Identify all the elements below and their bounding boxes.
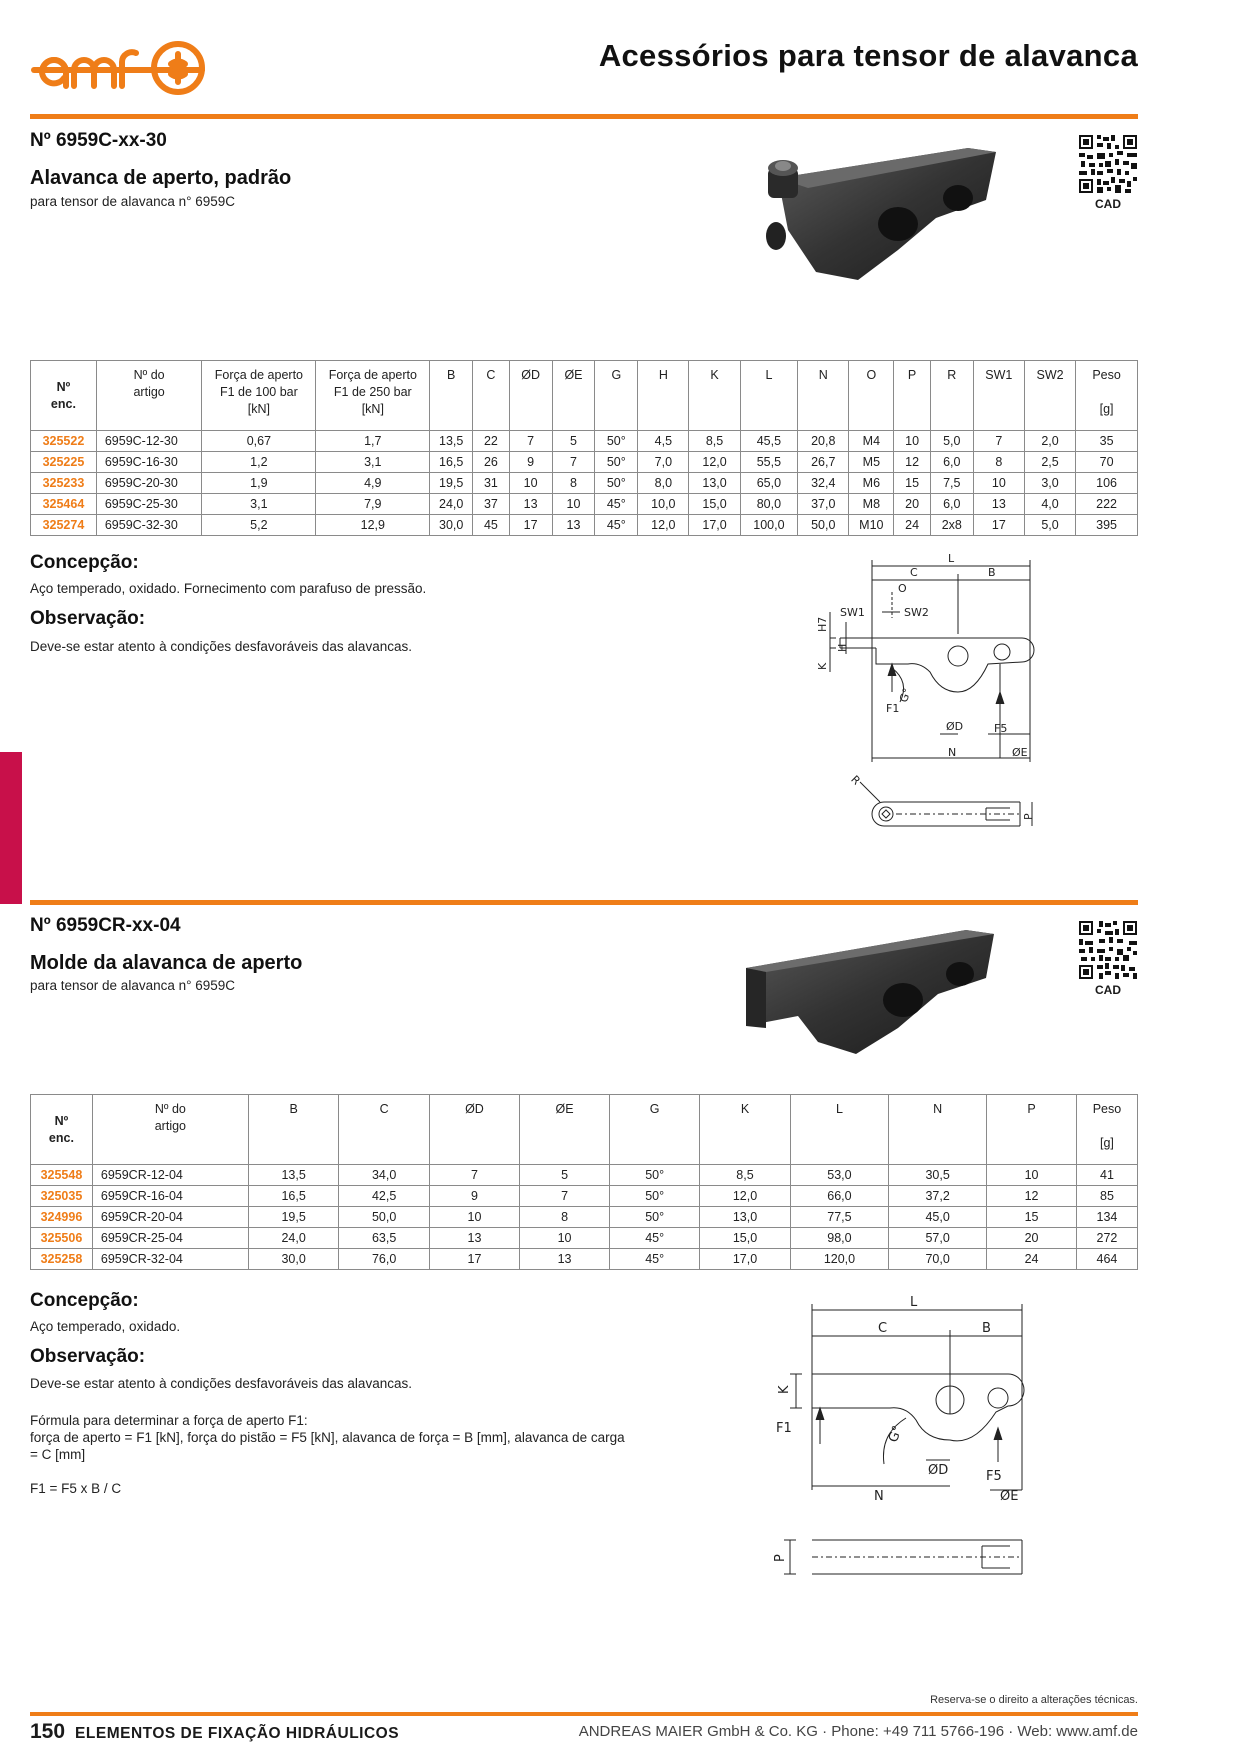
- table-cell: 3,0: [1024, 473, 1075, 494]
- technical-drawing-6959CR: [760, 1294, 1060, 1584]
- table-cell: 7: [509, 431, 552, 452]
- table-cell: 100,0: [740, 515, 797, 536]
- svg-text:P: P: [773, 1554, 788, 1562]
- section1-code: Nº 6959C-xx-30: [30, 130, 167, 151]
- table-cell: 13: [429, 1228, 519, 1249]
- table-cell: 63,5: [339, 1228, 430, 1249]
- section2-concepcao-text: Aço temperado, oxidado.: [30, 1319, 181, 1334]
- table-cell: 3,1: [202, 494, 316, 515]
- section-label: ELEMENTOS DE FIXAÇÃO HIDRÁULICOS: [75, 1725, 400, 1742]
- table-cell: 45,5: [740, 431, 797, 452]
- table-cell: 24: [987, 1249, 1077, 1270]
- table-cell: 106: [1076, 473, 1138, 494]
- article-number: 6959C-25-30: [96, 494, 202, 515]
- header-rule: [30, 114, 1138, 119]
- table-cell: 13,5: [248, 1165, 339, 1186]
- order-number[interactable]: 325233: [31, 473, 97, 494]
- table-cell: 45°: [610, 1228, 700, 1249]
- svg-text:B: B: [988, 566, 996, 579]
- table-cell: 45°: [595, 515, 638, 536]
- table-cell: 12,9: [316, 515, 430, 536]
- table-cell: 8: [973, 452, 1024, 473]
- table-cell: 7: [973, 431, 1024, 452]
- table-cell: 20,8: [798, 431, 849, 452]
- footer-left: [30, 1720, 399, 1744]
- table-cell: 7: [552, 452, 595, 473]
- table-row: [31, 1228, 1138, 1249]
- table-cell: 37: [473, 494, 510, 515]
- table-cell: 80,0: [740, 494, 797, 515]
- article-number: 6959C-16-30: [96, 452, 202, 473]
- table-cell: 50°: [595, 431, 638, 452]
- section1-subtitle: para tensor de alavanca n° 6959C: [30, 194, 236, 209]
- article-number: 6959CR-12-04: [92, 1165, 248, 1186]
- table-cell: 24,0: [430, 494, 473, 515]
- col-f1-250: Força de aperto F1 de 250 bar [kN]: [316, 361, 430, 431]
- table-cell: 395: [1076, 515, 1138, 536]
- svg-text:G°: G°: [896, 686, 915, 705]
- order-number[interactable]: 325274: [31, 515, 97, 536]
- table-cell: 2,0: [1024, 431, 1075, 452]
- table-cell: 10: [973, 473, 1024, 494]
- table-cell: 8,5: [689, 431, 740, 452]
- table-row: [31, 1186, 1138, 1207]
- amf-logo: [30, 30, 230, 100]
- article-number: 6959CR-25-04: [92, 1228, 248, 1249]
- order-number[interactable]: 324996: [31, 1207, 93, 1228]
- table-cell: 2,5: [1024, 452, 1075, 473]
- table-cell: 35: [1076, 431, 1138, 452]
- svg-text:L: L: [910, 1295, 918, 1310]
- table-row: [31, 1207, 1138, 1228]
- section1-observacao-text: Deve-se estar atento à condições desfavoráveis das alavancas.: [30, 639, 412, 654]
- table-cell: 20: [894, 494, 931, 515]
- svg-text:P: P: [1022, 813, 1035, 820]
- table-cell: 15: [987, 1207, 1077, 1228]
- table-cell: 4,9: [316, 473, 430, 494]
- section1-concepcao-heading: Concepção:: [30, 552, 139, 573]
- col-peso: Peso [g]: [1076, 1095, 1137, 1165]
- section2-rule: [30, 900, 1138, 905]
- section1-concepcao-text: Aço temperado, oxidado. Fornecimento com parafuso de pressão.: [30, 581, 427, 596]
- table-cell: 24: [894, 515, 931, 536]
- svg-text:K: K: [777, 1385, 792, 1394]
- table-cell: 41: [1076, 1165, 1137, 1186]
- table-cell: 65,0: [740, 473, 797, 494]
- col-artigo: Nº do artigo: [92, 1095, 248, 1165]
- table-cell: 30,0: [248, 1249, 339, 1270]
- table-cell: 32,4: [798, 473, 849, 494]
- table-cell: 45: [473, 515, 510, 536]
- svg-text:O: O: [898, 582, 907, 595]
- table-cell: 85: [1076, 1186, 1137, 1207]
- table-cell: 12: [894, 452, 931, 473]
- table-cell: 4,5: [638, 431, 689, 452]
- table-cell: M10: [849, 515, 894, 536]
- table-cell: 24,0: [248, 1228, 339, 1249]
- table-cell: 19,5: [248, 1207, 339, 1228]
- svg-text:K: K: [816, 662, 829, 670]
- table-cell: 1,9: [202, 473, 316, 494]
- table-cell: 15,0: [689, 494, 740, 515]
- table-cell: 9: [509, 452, 552, 473]
- reserve-note: Reserva-se o direito a alterações técnicas.: [930, 1694, 1138, 1706]
- article-number: 6959C-12-30: [96, 431, 202, 452]
- svg-text:L: L: [948, 552, 955, 565]
- product-photo-clamp-arm: [748, 140, 1008, 290]
- table-cell: 12: [987, 1186, 1077, 1207]
- table-cell: 26: [473, 452, 510, 473]
- page-number: 150: [30, 1720, 66, 1743]
- table-cell: 13: [509, 494, 552, 515]
- table-cell: 30,0: [430, 515, 473, 536]
- svg-text:F5: F5: [986, 1469, 1002, 1484]
- order-number[interactable]: 325225: [31, 452, 97, 473]
- table-cell: 10,0: [638, 494, 689, 515]
- cad-label: CAD: [1095, 983, 1121, 997]
- svg-text:N: N: [874, 1489, 884, 1504]
- table-cell: 70: [1076, 452, 1138, 473]
- table-cell: 3,1: [316, 452, 430, 473]
- table-cell: 12,0: [700, 1186, 791, 1207]
- formula-line1: força de aperto = F1 [kN], força do pistão = F5 [kN], alavanca de força = B [mm], alavanca de carga: [30, 1430, 625, 1445]
- table-cell: 8,5: [700, 1165, 791, 1186]
- table-cell: 55,5: [740, 452, 797, 473]
- article-number: 6959C-32-30: [96, 515, 202, 536]
- table-cell: 45,0: [889, 1207, 987, 1228]
- table-cell: 45°: [610, 1249, 700, 1270]
- table-cell: 53,0: [790, 1165, 888, 1186]
- table-cell: 66,0: [790, 1186, 888, 1207]
- svg-text:ØD: ØD: [928, 1463, 949, 1478]
- table-cell: 10: [552, 494, 595, 515]
- table-cell: 13: [552, 515, 595, 536]
- table-cell: 50°: [610, 1207, 700, 1228]
- technical-drawing-6959C: [800, 552, 1070, 840]
- section2-observacao-heading: Observação:: [30, 1346, 146, 1367]
- table-cell: 30,5: [889, 1165, 987, 1186]
- table-cell: 10: [987, 1165, 1077, 1186]
- table-cell: M4: [849, 431, 894, 452]
- table-cell: 10: [509, 473, 552, 494]
- table-cell: 50°: [610, 1165, 700, 1186]
- cad-label: CAD: [1095, 197, 1121, 211]
- table-cell: 8,0: [638, 473, 689, 494]
- table-cell: 37,0: [798, 494, 849, 515]
- table-cell: 37,2: [889, 1186, 987, 1207]
- table-cell: 17: [429, 1249, 519, 1270]
- svg-text:F5: F5: [994, 722, 1008, 735]
- table-cell: 17: [509, 515, 552, 536]
- table-row: [31, 515, 1138, 536]
- table-cell: 5: [552, 431, 595, 452]
- table-cell: 272: [1076, 1228, 1137, 1249]
- table-cell: 8: [552, 473, 595, 494]
- chapter-side-tab: [0, 752, 22, 904]
- order-number[interactable]: 325506: [31, 1228, 93, 1249]
- section2-observacao-text: Deve-se estar atento à condições desfavoráveis das alavancas.: [30, 1376, 412, 1391]
- page-title: Acessórios para tensor de alavanca: [598, 38, 1138, 73]
- table-cell: 13,0: [700, 1207, 791, 1228]
- table-cell: 5,2: [202, 515, 316, 536]
- order-number[interactable]: 325258: [31, 1249, 93, 1270]
- table-cell: 50°: [610, 1186, 700, 1207]
- table-cell: 19,5: [430, 473, 473, 494]
- table-cell: 464: [1076, 1249, 1137, 1270]
- table-cell: 2x8: [930, 515, 973, 536]
- table-cell: 7,5: [930, 473, 973, 494]
- formula: F1 = F5 x B / C: [30, 1481, 122, 1496]
- spec-table-6959C: Nº enc. Nº do artigo Força de aperto F1 de 100 bar [kN] Força de aperto F1 de 250 bar [kN] B C ØD ØE G H K L N O P R SW1 SW2 Peso [g] 325522 6959C-12-30 0,67 1,7 13,5 22 7 5 50° 4,5 8,5 45,5 20,8 M4 10 5,0 7 2,0 35 325225 6959C-16-30 1,2 3,1 16,5 26 9 7 50° 7,0 12,0 55,5 26,7 M5 12 6,0 8 2,5 70 325233 6959C-20-30 1,9 4,9 19,5 31 10 8 50° 8,0 13,0 65,0 32,4 M6 15 7,5 10 3,0 106 325464 6959C-25-30 3,1 7,9 24,0 37 13 10 45° 10,0 15,0 80,0 37,0 M8 20 6,0 13 4,0 222 325274 6959C-32-30 5,2 12,9 30,0 45 17 13 45° 12,0 17,0 100,0 50,0 M10 24 2x8 17 5,0 395: [30, 360, 1138, 536]
- table-cell: 12,0: [638, 515, 689, 536]
- table-cell: 13,5: [430, 431, 473, 452]
- table-cell: 50,0: [339, 1207, 430, 1228]
- section2-subtitle: para tensor de alavanca n° 6959C: [30, 978, 236, 993]
- table-cell: 45°: [595, 494, 638, 515]
- order-number[interactable]: 325548: [31, 1165, 93, 1186]
- svg-text:H: H: [836, 643, 849, 652]
- section1-observacao-heading: Observação:: [30, 608, 146, 629]
- table-cell: M5: [849, 452, 894, 473]
- table-cell: 15,0: [700, 1228, 791, 1249]
- svg-text:C: C: [910, 566, 918, 579]
- col-enc: Nº enc.: [31, 1095, 93, 1165]
- table-cell: 7,9: [316, 494, 430, 515]
- table-cell: 7,0: [638, 452, 689, 473]
- svg-text:H7: H7: [816, 616, 829, 632]
- svg-text:B: B: [982, 1321, 991, 1336]
- table-cell: 222: [1076, 494, 1138, 515]
- table-cell: 17,0: [700, 1249, 791, 1270]
- svg-text:ØE: ØE: [1000, 1489, 1019, 1504]
- table-row: [31, 494, 1138, 515]
- section2-concepcao-heading: Concepção:: [30, 1290, 139, 1311]
- table-cell: 31: [473, 473, 510, 494]
- article-number: 6959C-20-30: [96, 473, 202, 494]
- order-number[interactable]: 325464: [31, 494, 97, 515]
- table-cell: 10: [894, 431, 931, 452]
- svg-text:ØE: ØE: [1012, 746, 1028, 759]
- table-cell: M6: [849, 473, 894, 494]
- table-row: [31, 1249, 1138, 1270]
- table-cell: 15: [894, 473, 931, 494]
- table-row: [31, 431, 1138, 452]
- svg-text:F1: F1: [776, 1421, 792, 1436]
- table-cell: 13: [973, 494, 1024, 515]
- table-cell: 6,0: [930, 494, 973, 515]
- svg-text:SW2: SW2: [904, 606, 929, 619]
- table-cell: 22: [473, 431, 510, 452]
- col-peso: Peso [g]: [1076, 361, 1138, 431]
- table-cell: 10: [429, 1207, 519, 1228]
- table-row: [31, 1165, 1138, 1186]
- table-cell: 34,0: [339, 1165, 430, 1186]
- table-cell: 17: [973, 515, 1024, 536]
- table-cell: 50°: [595, 473, 638, 494]
- order-number[interactable]: 325035: [31, 1186, 93, 1207]
- order-number[interactable]: 325522: [31, 431, 97, 452]
- table-cell: 5,0: [1024, 515, 1075, 536]
- table-cell: 98,0: [790, 1228, 888, 1249]
- table-cell: 6,0: [930, 452, 973, 473]
- footer-company: ANDREAS MAIER GmbH & Co. KG · Phone: +49 711 5766-196 · Web: www.amf.de: [578, 1723, 1138, 1740]
- col-enc: Nº enc.: [31, 361, 97, 431]
- table-cell: 10: [520, 1228, 610, 1249]
- table-cell: M8: [849, 494, 894, 515]
- svg-text:ØD: ØD: [946, 720, 964, 733]
- table-cell: 9: [429, 1186, 519, 1207]
- svg-text:C: C: [878, 1321, 888, 1336]
- table-cell: 5: [520, 1165, 610, 1186]
- table-row: [31, 452, 1138, 473]
- col-artigo: Nº do artigo: [96, 361, 202, 431]
- table-cell: 4,0: [1024, 494, 1075, 515]
- table-row: [31, 473, 1138, 494]
- article-number: 6959CR-16-04: [92, 1186, 248, 1207]
- table-cell: 13,0: [689, 473, 740, 494]
- formula-intro: Fórmula para determinar a força de aperto F1:: [30, 1413, 308, 1428]
- table-cell: 12,0: [689, 452, 740, 473]
- table-cell: 1,2: [202, 452, 316, 473]
- table-cell: 20: [987, 1228, 1077, 1249]
- table-cell: 5,0: [930, 431, 973, 452]
- footer-rule: [30, 1712, 1138, 1716]
- table-cell: 120,0: [790, 1249, 888, 1270]
- article-number: 6959CR-32-04: [92, 1249, 248, 1270]
- table-cell: 134: [1076, 1207, 1137, 1228]
- article-number: 6959CR-20-04: [92, 1207, 248, 1228]
- svg-text:R: R: [848, 772, 863, 788]
- cad-qr-code[interactable]: [1079, 920, 1137, 980]
- svg-text:G°: G°: [886, 1423, 906, 1445]
- table-cell: 16,5: [248, 1186, 339, 1207]
- table-cell: 1,7: [316, 431, 430, 452]
- table-cell: 8: [520, 1207, 610, 1228]
- cad-qr-code[interactable]: [1079, 134, 1137, 194]
- table-cell: 26,7: [798, 452, 849, 473]
- section2-title: Molde da alavanca de aperto: [30, 952, 303, 974]
- table-cell: 42,5: [339, 1186, 430, 1207]
- svg-text:F1: F1: [886, 702, 900, 715]
- table-cell: 0,67: [202, 431, 316, 452]
- table-cell: 50°: [595, 452, 638, 473]
- spec-table-6959CR: Nº enc. Nº do artigo B C ØD ØE G K L N P Peso [g] 325548 6959CR-12-04 13,5 34,0 7 5 50° 8,5 53,0 30,5 10 41 325035 6959CR-16-04 16,5 42,5 9 7 50° 12,0 66,0 37,2 12 85 324996 6959CR-20-04 19,5 50,0 10 8 50° 13,0 77,5 45,0 15 134 325506 6959CR-25-04 24,0 63,5 13 10 45° 15,0 98,0 57,0 20 272 325258 6959CR-32-04 30,0 76,0 17 13 45° 17,0 120,0 70,0 24 464: [30, 1094, 1138, 1270]
- table-cell: 7: [520, 1186, 610, 1207]
- section2-code: Nº 6959CR-xx-04: [30, 915, 181, 936]
- table-cell: 17,0: [689, 515, 740, 536]
- section1-title: Alavanca de aperto, padrão: [30, 167, 292, 189]
- table-cell: 70,0: [889, 1249, 987, 1270]
- table-cell: 16,5: [430, 452, 473, 473]
- formula-line2: = C [mm]: [30, 1447, 86, 1462]
- col-f1-100: Força de aperto F1 de 100 bar [kN]: [202, 361, 316, 431]
- svg-text:N: N: [948, 746, 957, 759]
- table-cell: 77,5: [790, 1207, 888, 1228]
- product-photo-clamp-arm-blank: [738, 920, 1006, 1060]
- table-cell: 76,0: [339, 1249, 430, 1270]
- table-cell: 7: [429, 1165, 519, 1186]
- table-cell: 13: [520, 1249, 610, 1270]
- table-cell: 50,0: [798, 515, 849, 536]
- svg-text:SW1: SW1: [840, 606, 865, 619]
- table-cell: 57,0: [889, 1228, 987, 1249]
